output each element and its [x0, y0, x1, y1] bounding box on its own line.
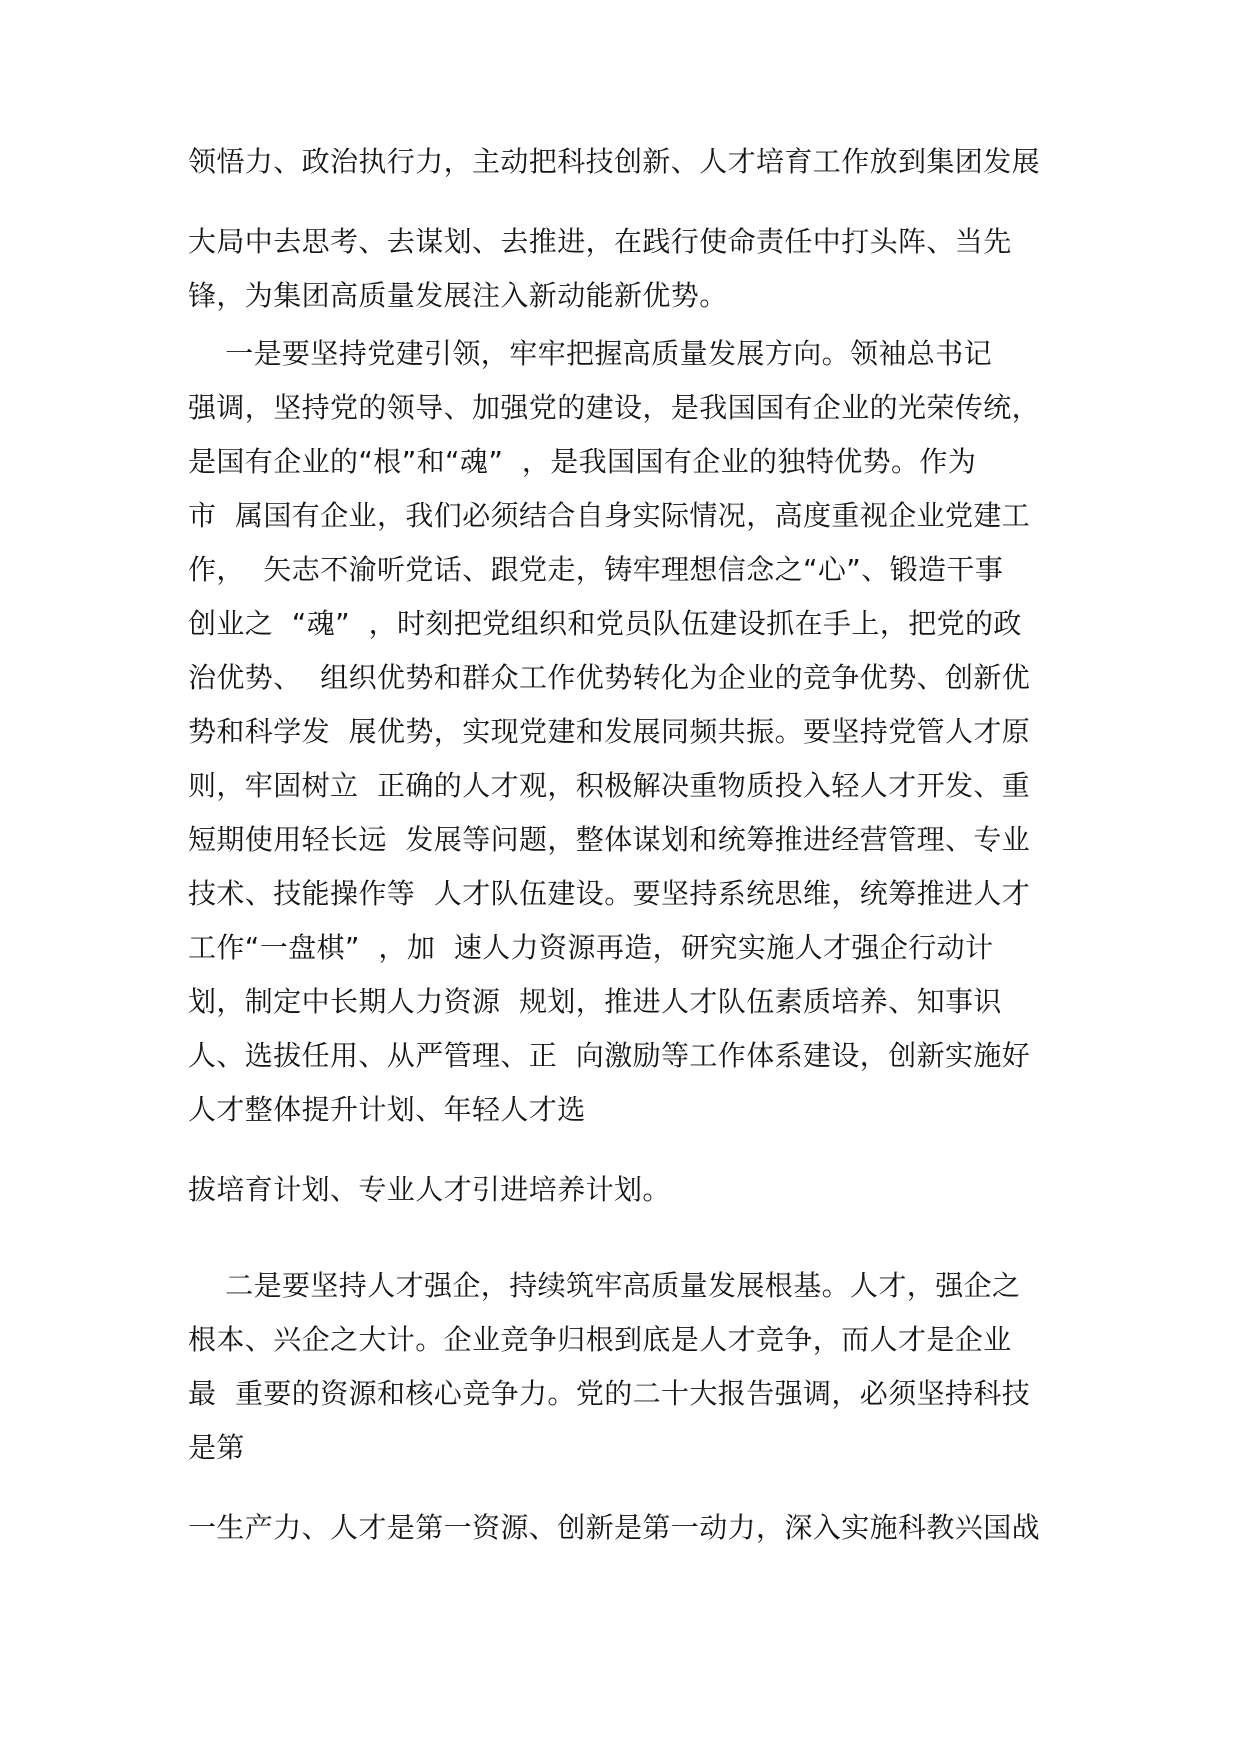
text-line: 势和科学发 展优势，实现党建和发展同频共振。要坚持党管人才原	[188, 715, 1031, 748]
text-line: 最 重要的资源和核心竞争力。党的二十大报告强调，必须坚持科技	[188, 1377, 1031, 1410]
text-line: 工作“一盘棋” ，加 速人力资源再造，研究实施人才强企行动计	[188, 931, 994, 964]
text-line: 一生产力、人才是第一资源、创新是第一动力，深入实施科教兴国战	[188, 1511, 1041, 1544]
text-line: 是第	[188, 1431, 245, 1464]
text-line: 则，牢固树立 正确的人才观，积极解决重物质投入轻人才开发、重	[188, 769, 1031, 802]
text-line: 拔培育计划、专业人才引进培养计划。	[188, 1173, 671, 1206]
text-line: 短期使用轻长远 发展等问题，整体谋划和统筹推进经营管理、专业	[188, 823, 1031, 856]
text-line: 治优势、 组织优势和群众工作优势转化为企业的竞争优势、创新优	[188, 661, 1031, 694]
text-line: 人才整体提升计划、年轻人才选	[188, 1093, 586, 1126]
text-line: 根本、兴企之大计。企业竞争归根到底是人才竞争，而人才是企业	[188, 1323, 1012, 1356]
text-line: 技术、技能操作等 人才队伍建设。要坚持系统思维，统筹推进人才	[188, 877, 1031, 910]
text-line: 划，制定中长期人力资源 规划，推进人才队伍素质培养、知事识	[188, 985, 1002, 1018]
text-line: 锋，为集团高质量发展注入新动能新优势。	[188, 279, 728, 312]
text-line: 作， 矢志不渝听党话、跟党走，铸牢理想信念之“心”、锻造干事	[188, 553, 1004, 586]
text-line: 是国有企业的“根”和“魂” ，是我国国有企业的独特优势。作为	[188, 445, 977, 478]
text-line: 市 属国有企业，我们必须结合自身实际情况，高度重视企业党建工	[188, 499, 1031, 532]
text-line: 领悟力、政治执行力，主动把科技创新、人才培育工作放到集团发展	[188, 145, 1041, 178]
text-line: 强调，坚持党的领导、加强党的建设，是我国国有企业的光荣传统，	[188, 391, 1041, 424]
text-line: 大局中去思考、去谋划、去推进，在践行使命责任中打头阵、当先	[188, 225, 1012, 258]
paragraph-start-line: 二是要坚持人才强企，持续筑牢高质量发展根基。人才，强企之	[188, 1269, 1021, 1302]
paragraph-start-line: 一是要坚持党建引领，牢牢把握高质量发展方向。领袖总书记	[188, 337, 993, 370]
text-line: 创业之 “魂” ，时刻把党组织和党员队伍建设抓在手上，把党的政	[188, 607, 1022, 640]
text-line: 人、选拔任用、从严管理、正 向激励等工作体系建设，创新实施好	[188, 1039, 1031, 1072]
